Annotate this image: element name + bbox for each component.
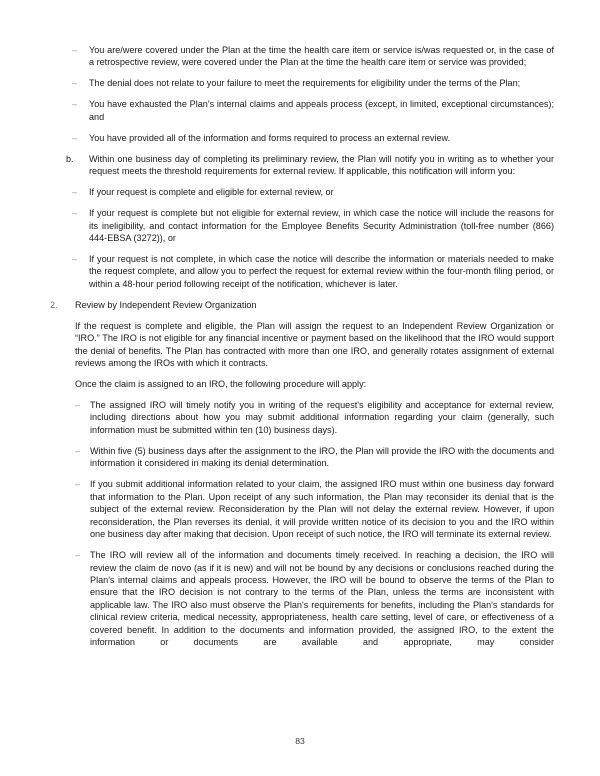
lettered-list-item <box>46 153 554 178</box>
list-item <box>46 132 554 144</box>
dash-bullet-icon: – <box>72 78 78 89</box>
section-heading-text: Review by Independent Review Organization <box>75 299 257 310</box>
list-item <box>46 478 554 540</box>
list-item-text: If your request is complete but not eligible for external review, in which case the notice will include the reasons for its ineligibility, and contact information for the Employee Benefits Security Administration (toll-free number (866) 444-EBSA (3272)), or <box>89 208 554 243</box>
list-item-text: If your request is not complete, in which case the notice will describe the information or materials needed to make the request complete, and allow you to perfect the request for external review within the four-month filing period, or within a 48-hour period following receipt of the notification, whichever is later. <box>89 253 554 289</box>
list-item-text: If you submit additional information related to your claim, the assigned IRO must within one business day forward that information to the Plan. Upon receipt of any such information, the Plan may reconsider its denial that is the subject of the external review. Reconsideration by the Plan will not delay the external review. However, if upon reconsideration, the Plan reverses its denial, it will provide written notice of its decision to you and the IRO within one business day after making that decision. Upon receipt of such notice, the IRO will terminate its external review. <box>90 479 554 540</box>
dash-bullet-icon: – <box>72 187 78 198</box>
list-item-text: If your request is complete and eligible for external review, or <box>89 187 334 198</box>
list-marker-b: b. <box>66 153 74 164</box>
list-item-text: You have provided all of the information and forms required to process an external review. <box>89 132 451 143</box>
section-number: 2. <box>50 299 58 310</box>
dash-bullet-icon: – <box>72 99 78 110</box>
page-content <box>46 44 554 657</box>
paragraph: If the request is complete and eligible, the Plan will assign the request to an Independent Review Organization or “IRO.” The IRO is not eligible for any financial incentive or payment based on the likelihood that the IRO would support the denial of benefits. The Plan has contracted with more than one IRO, and generally rotates assignment of external reviews among the IROs with which it contracts. <box>75 320 554 369</box>
list-item <box>46 98 554 123</box>
dash-bullet-icon: – <box>72 253 78 264</box>
list-item <box>46 549 554 649</box>
list-item <box>46 253 554 290</box>
lettered-list-item-text: Within one business day of completing its preliminary review, the Plan will notify you in writing as to whether your request meets the threshold requirements for external review. If applicable, this notification will inform you: <box>89 153 554 177</box>
section-heading-2 <box>46 299 554 311</box>
list-item-text: The assigned IRO will timely notify you in writing of the request's eligibility and acceptance for external review, including directions about how you may submit additional information regarding your claim (generally, such information must be submitted within ten (10) business days). <box>90 400 554 435</box>
page-number: 83 <box>295 736 305 746</box>
dash-bullet-icon: – <box>72 45 78 55</box>
list-item-text: The denial does not relate to your failure to meet the requirements for eligibility under the terms of the Plan; <box>89 78 521 89</box>
list-item-text: You are/were covered under the Plan at the time the health care item or service is/was requested or, in the case of a retrospective review, were covered under the Plan at the time the health care item or service was provided; <box>89 45 554 68</box>
list-item-text: The IRO will review all of the information and documents timely received. In reaching a decision, the IRO will review the claim de novo (as if it is new) and will not be bound by any decisions or conclusions reached during the Plan's internal claims and appeals process. However, the IRO will be bound to observe the terms of the Plan to ensure that the IRO decision is not contrary to the terms of the Plan, unless the terms are inconsistent with applicable law. The IRO also must observe the Plan's requirements for benefits, including the Plan's standards for clinical review criteria, medical necessity, appropriateness, health care setting, level of care, or effectiveness of a covered benefit. In addition to the documents and information provided, the assigned IRO, to the extent the information or documents are available and appropriate, may consider <box>90 550 554 648</box>
list-item <box>46 77 554 89</box>
dash-bullet-icon: – <box>75 445 81 456</box>
list-item-text: Within five (5) business days after the assignment to the IRO, the Plan will provide the IRO with the documents and information it considered in making its denial determination. <box>90 445 554 469</box>
dash-bullet-icon: – <box>75 479 81 490</box>
paragraph: Once the claim is assigned to an IRO, the following procedure will apply: <box>75 379 367 390</box>
list-item-text: You have exhausted the Plan's internal claims and appeals process (except, in limited, exceptional circumstances); and <box>89 99 554 122</box>
list-item <box>46 399 554 436</box>
list-item <box>46 186 554 198</box>
list-item <box>46 44 554 69</box>
dash-bullet-icon: – <box>72 208 78 219</box>
dash-bullet-icon: – <box>75 550 81 561</box>
list-item <box>46 207 554 244</box>
dash-bullet-icon: – <box>75 400 81 411</box>
list-item <box>46 445 554 470</box>
dash-bullet-icon: – <box>72 132 78 143</box>
